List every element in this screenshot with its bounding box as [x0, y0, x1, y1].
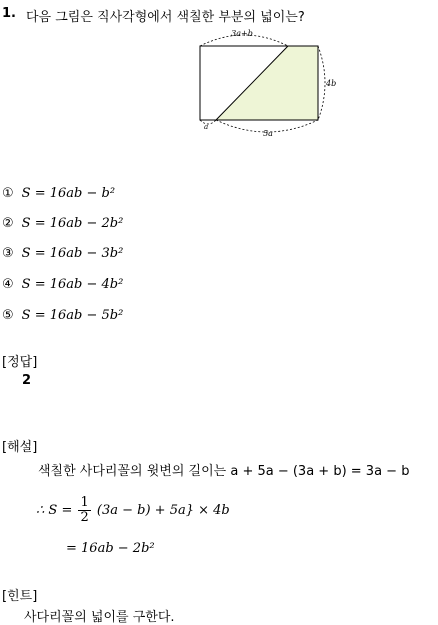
question-number: 1.	[2, 6, 16, 21]
answer-heading: [정답]	[2, 355, 38, 370]
choice-text: S = 16ab − 2b²	[21, 216, 124, 231]
label-top: 3a+b	[231, 29, 253, 38]
label-bottom: 5a	[263, 129, 273, 138]
choice-mark: ④	[2, 277, 14, 292]
choice-5[interactable]	[2, 308, 123, 323]
choice-2[interactable]	[2, 216, 123, 231]
hint-text: 사다리꼴의 넓이를 구한다.	[24, 610, 175, 625]
solution-line-3: = 16ab − 2b²	[66, 541, 155, 556]
choice-3[interactable]	[2, 246, 123, 261]
choice-mark: ⑤	[2, 308, 14, 323]
answer-value: 2	[22, 373, 32, 388]
choice-text: S = 16ab − 4b²	[21, 277, 124, 292]
choice-text: S = 16ab − 5b²	[21, 308, 124, 323]
therefore-text: ∴ S =	[36, 503, 73, 518]
solution-line-1: 색칠한 사다리꼴의 윗변의 길이는 a + 5a − (3a + b) = 3a − b	[38, 464, 410, 479]
label-right: 4b	[326, 79, 337, 88]
choice-mark: ③	[2, 246, 14, 261]
solution-line-2-rest: (3a − b) + 5a} × 4b	[96, 503, 230, 518]
choice-text: S = 16ab − 3b²	[21, 246, 124, 261]
shaded-trapezoid	[216, 46, 318, 120]
solution-line-2	[36, 496, 230, 525]
choice-4[interactable]	[2, 277, 123, 292]
right-brace	[318, 46, 325, 120]
hint-heading: [힌트]	[2, 589, 38, 604]
fraction-numerator: 1	[80, 495, 89, 510]
choice-text: S = 16ab − b²	[21, 186, 116, 201]
question-text: 다음 그림은 직사각형에서 색칠한 부분의 넓이는?	[26, 10, 305, 25]
trapezoid-figure	[190, 28, 340, 140]
fraction	[78, 496, 90, 525]
label-corner: a	[204, 123, 209, 131]
choice-1[interactable]	[2, 186, 115, 201]
fraction-denominator: 2	[80, 510, 89, 525]
solution-heading: [해설]	[2, 440, 38, 455]
choice-mark: ②	[2, 216, 14, 231]
choice-mark: ①	[2, 186, 14, 201]
